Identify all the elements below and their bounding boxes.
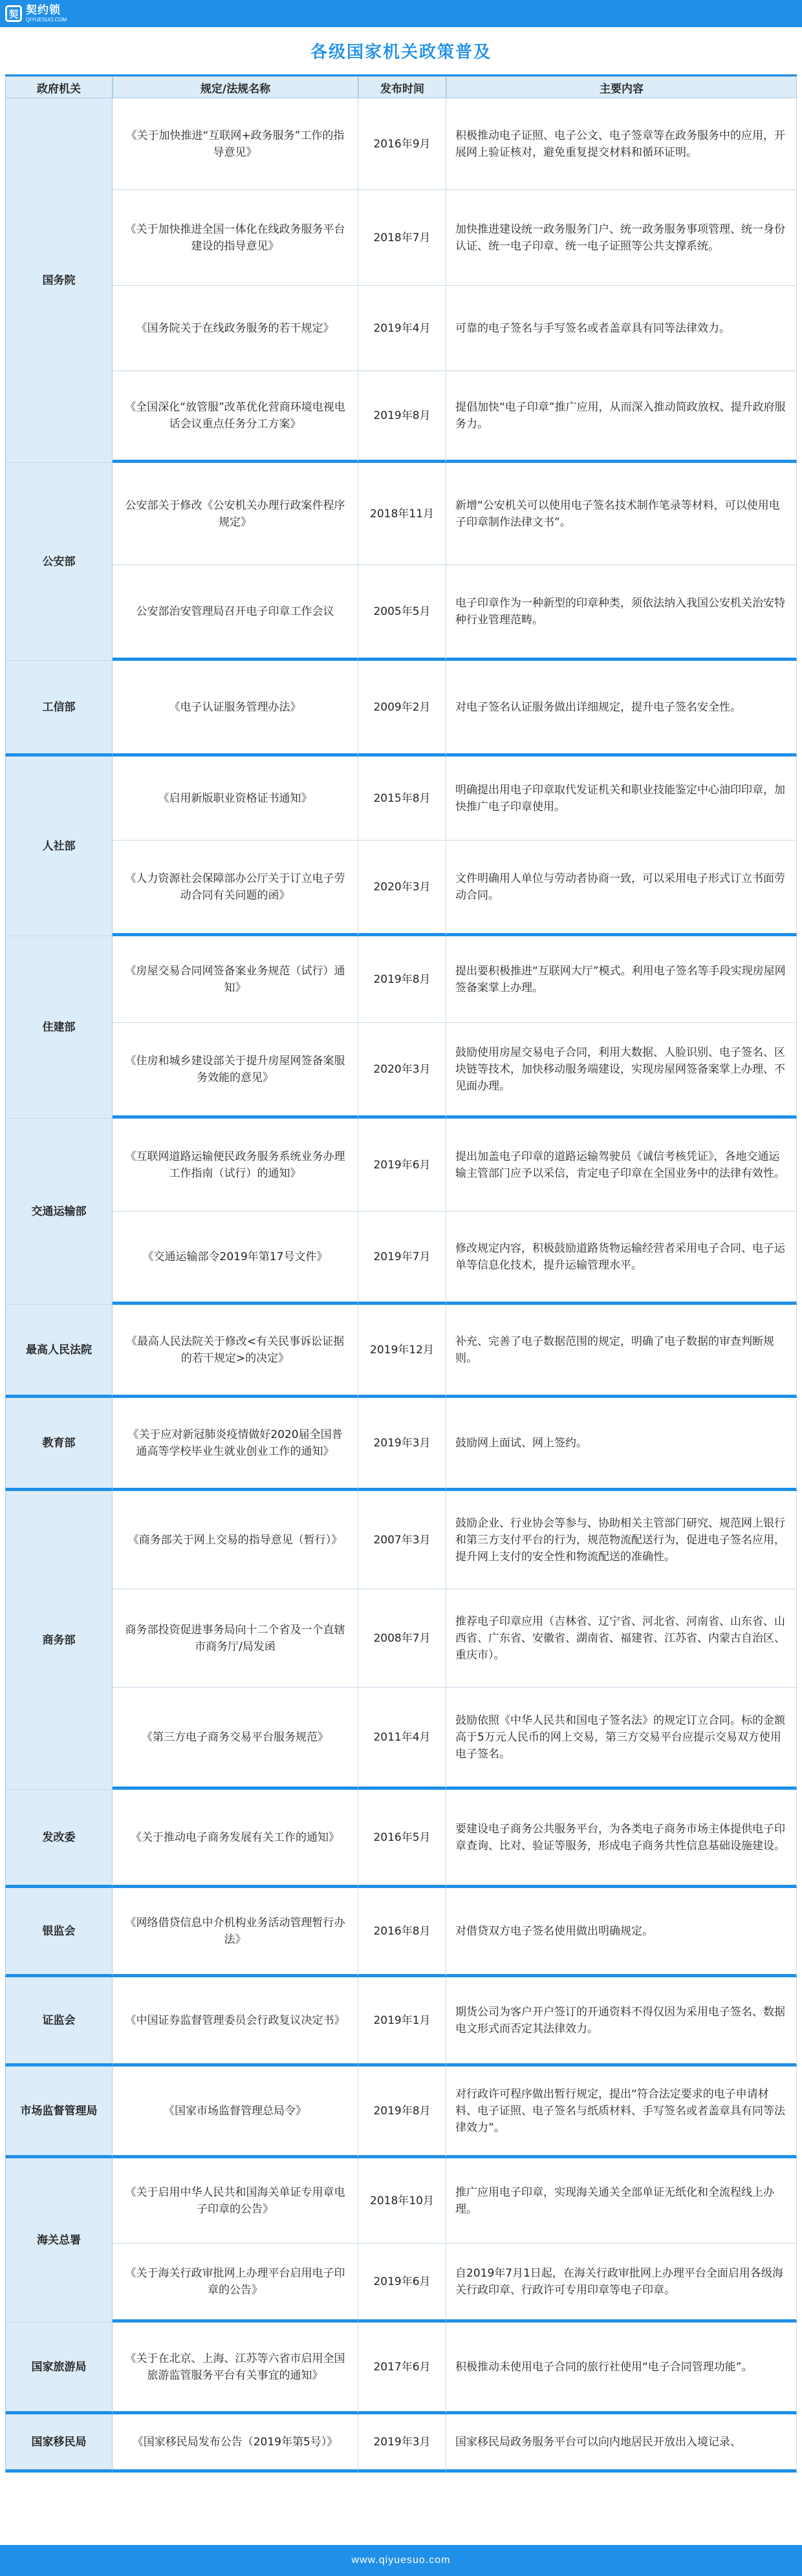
org-cell: 市场监督管理局 [5,2066,113,2158]
table-row [5,1212,797,1305]
regulation-cell: 《住房和城乡建设部关于提升房屋网签备案服务效能的意见》 [113,1023,358,1119]
header-content: 主要内容 [446,76,797,98]
date-cell: 2016年8月 [358,1888,446,1977]
org-cell: 银监会 [5,1888,113,1977]
table-body [5,98,797,2473]
logo-icon: 契 [5,5,22,22]
regulation-cell: 《关于应对新冠肺炎疫情做好2020届全国普通高等学校毕业生就业创业工作的通知》 [113,1398,358,1491]
table-row [5,1491,797,1589]
org-cell: 证监会 [5,1977,113,2066]
table-row [5,286,797,371]
content-cell: 积极推动未使用电子合同的旅行社使用“电子合同管理功能”。 [446,2323,797,2414]
content-cell: 新增“公安机关可以使用电子签名技术制作笔录等材料，可以使用电子印章制作法律文书”。 [446,463,797,565]
org-cell: 教育部 [5,1398,113,1491]
footer-bar [0,2545,802,2576]
table-row [5,2244,797,2323]
logo-text [26,5,67,23]
date-cell: 2007年3月 [358,1491,446,1589]
content-cell: 可靠的电子签名与手写签名或者盖章具有同等法律效力。 [446,286,797,371]
content-cell: 鼓励企业、行业协会等参与、协助相关主管部门研究、规范网上银行和第三方支付平台的行为，规范物流配送行为，促进电子签名应用，提升网上支付的安全性和物流配送的准确性。 [446,1491,797,1589]
date-cell: 2019年8月 [358,2066,446,2158]
org-cell: 交通运输部 [5,1119,113,1305]
table-row [5,661,797,757]
regulation-cell: 公安部关于修改《公安机关办理行政案件程序规定》 [113,463,358,565]
org-cell: 工信部 [5,661,113,757]
content-cell: 推荐电子印章应用（吉林省、辽宁省、河北省、河南省、山东省、山西省、广东省、安徽省、湖南省、福建省、江苏省、内蒙古自治区、重庆市）。 [446,1589,797,1688]
org-cell: 人社部 [5,757,113,936]
regulation-cell: 《中国证券监督管理委员会行政复议决定书》 [113,1977,358,2066]
date-cell: 2019年3月 [358,1398,446,1491]
table-row [5,1790,797,1888]
org-cell: 国家移民局 [5,2414,113,2473]
date-cell: 2015年8月 [358,757,446,841]
regulation-cell: 《网络借贷信息中介机构业务活动管理暂行办法》 [113,1888,358,1977]
content-cell: 期货公司为客户开户签订的开通资料不得仅因为采用电子签名、数据电文形式而否定其法律效力。 [446,1977,797,2066]
date-cell: 2011年4月 [358,1688,446,1790]
date-cell: 2018年10月 [358,2158,446,2244]
table-row [5,1023,797,1119]
content-cell: 加快推进建设统一政务服务门户、统一政务服务事项管理、统一身份认证、统一电子印章、统一电子证照等公共支撑系统。 [446,190,797,286]
date-cell: 2009年2月 [358,661,446,757]
date-cell: 2019年3月 [358,2414,446,2473]
org-cell: 住建部 [5,936,113,1119]
content-cell: 明确提出用电子印章取代发证机关和职业技能鉴定中心油印印章，加快推广电子印章使用。 [446,757,797,841]
content-cell: 对电子签名认证服务做出详细规定，提升电子签名安全性。 [446,661,797,757]
date-cell: 2019年8月 [358,936,446,1023]
regulation-cell: 《关于推动电子商务发展有关工作的通知》 [113,1790,358,1888]
table-row [5,565,797,661]
table-row [5,936,797,1023]
header-date: 发布时间 [358,76,446,98]
content-cell: 对借贷双方电子签名使用做出明确规定。 [446,1888,797,1977]
content-cell: 鼓励网上面试、网上签约。 [446,1398,797,1491]
content-cell: 提出要积极推进“互联网大厅”模式。利用电子签名等手段实现房屋网签备案掌上办理。 [446,936,797,1023]
table-row [5,98,797,190]
content-cell: 国家移民局政务服务平台可以向内地居民开放出入境记录、 [446,2414,797,2473]
content-area [0,27,802,2545]
date-cell: 2020年3月 [358,841,446,936]
content-cell: 要建设电子商务公共服务平台，为各类电子商务市场主体提供电子印章查询、比对、验证等服务，形成电子商务共性信息基础设施建设。 [446,1790,797,1888]
date-cell: 2016年9月 [358,98,446,190]
table-row [5,190,797,286]
brand-logo[interactable] [5,5,67,23]
regulation-cell: 《房屋交易合同网签备案业务规范（试行）通知》 [113,936,358,1023]
regulation-cell: 《最高人民法院关于修改<有关民事诉讼证据的若干规定>的决定》 [113,1305,358,1398]
org-cell: 最高人民法院 [5,1305,113,1398]
regulation-cell: 《关于加快推进全国一体化在线政务服务平台建设的指导意见》 [113,190,358,286]
footer-url[interactable]: www.qiyuesuo.com [351,2555,451,2566]
org-cell: 海关总署 [5,2158,113,2323]
table-header-row [5,76,797,98]
org-cell: 国家旅游局 [5,2323,113,2414]
brand-name: 契约锁 [26,3,61,17]
regulation-cell: 《电子认证服务管理办法》 [113,661,358,757]
regulation-cell: 《国务院关于在线政务服务的若干规定》 [113,286,358,371]
content-cell: 提倡加快“电子印章”推广应用，从而深入推动简政放权、提升政府服务力。 [446,371,797,463]
table-row [5,2158,797,2244]
table-row [5,1688,797,1790]
content-cell: 电子印章作为一种新型的印章种类，须依法纳入我国公安机关治安特种行业管理范畴。 [446,565,797,661]
regulation-cell: 《关于加快推进“互联网+政务服务”工作的指导意见》 [113,98,358,190]
org-cell: 国务院 [5,98,113,463]
content-cell: 对行政许可程序做出暂行规定，提出“符合法定要求的电子申请材料、电子证照、电子签名与纸质材料、手写签名或者盖章具有同等法律效力”。 [446,2066,797,2158]
regulation-cell: 《商务部关于网上交易的指导意见（暂行）》 [113,1491,358,1589]
title-row [5,27,797,76]
table-row [5,1589,797,1688]
regulation-cell: 《国家移民局发布公告（2019年第5号）》 [113,2414,358,2473]
org-cell: 发改委 [5,1790,113,1888]
content-cell: 文件明确用人单位与劳动者协商一致，可以采用电子形式订立书面劳动合同。 [446,841,797,936]
regulation-cell: 《关于海关行政审批网上办理平台启用电子印章的公告》 [113,2244,358,2323]
header-org: 政府机关 [5,76,113,98]
table-row [5,463,797,565]
date-cell: 2016年5月 [358,1790,446,1888]
regulation-cell: 《国家市场监督管理总局令》 [113,2066,358,2158]
date-cell: 2019年6月 [358,1119,446,1212]
regulation-cell: 《关于启用中华人民共和国海关单证专用章电子印章的公告》 [113,2158,358,2244]
top-banner [0,0,802,27]
org-cell: 商务部 [5,1491,113,1790]
content-cell: 鼓励依照《中华人民共和国电子签名法》的规定订立合同。标的金额高于5万元人民币的网上交易，第三方交易平台应提示交易双方使用电子签名。 [446,1688,797,1790]
table-row [5,371,797,463]
table-row [5,1119,797,1212]
date-cell: 2020年3月 [358,1023,446,1119]
date-cell: 2019年12月 [358,1305,446,1398]
regulation-cell: 《交通运输部令2019年第17号文件》 [113,1212,358,1305]
content-cell: 推广应用电子印章，实现海关通关全部单证无纸化和全流程线上办理。 [446,2158,797,2244]
date-cell: 2019年8月 [358,371,446,463]
regulation-cell: 商务部投资促进事务局向十二个省及一个直辖市商务厅/局发函 [113,1589,358,1688]
date-cell: 2008年7月 [358,1589,446,1688]
content-cell: 提出加盖电子印章的道路运输驾驶员《诚信考核凭证》，各地交通运输主管部门应予以采信，肯定电子印章在全国业务中的法律有效性。 [446,1119,797,1212]
date-cell: 2005年5月 [358,565,446,661]
content-cell: 自2019年7月1日起，在海关行政审批网上办理平台全面启用各级海关行政印章、行政许可专用印章等电子印章。 [446,2244,797,2323]
date-cell: 2019年4月 [358,286,446,371]
date-cell: 2018年7月 [358,190,446,286]
table-row [5,841,797,936]
regulation-cell: 《人力资源社会保障部办公厅关于订立电子劳动合同有关问题的函》 [113,841,358,936]
page-title: 各级国家机关政策普及 [310,43,492,62]
header-regulation: 规定/法规名称 [113,76,358,98]
date-cell: 2019年7月 [358,1212,446,1305]
content-cell: 积极推动电子证照、电子公文、电子签章等在政务服务中的应用，开展网上验证核对，避免重复提交材料和循环证明。 [446,98,797,190]
content-cell: 修改规定内容，积极鼓励道路货物运输经营者采用电子合同、电子运单等信息化技术，提升运输管理水平。 [446,1212,797,1305]
table-row [5,1888,797,1977]
table-row [5,2414,797,2473]
regulation-cell: 《第三方电子商务交易平台服务规范》 [113,1688,358,1790]
table-row [5,2323,797,2414]
regulation-cell: 《互联网道路运输便民政务服务系统业务办理工作指南（试行）的通知》 [113,1119,358,1212]
content-cell: 鼓励使用房屋交易电子合同，利用大数据、人脸识别、电子签名、区块链等技术，加快移动服务端建设，实现房屋网签备案掌上办理、不见面办理。 [446,1023,797,1119]
policy-table [5,76,797,2473]
regulation-cell: 《启用新版职业资格证书通知》 [113,757,358,841]
regulation-cell: 《全国深化“放管服”改革优化营商环境电视电话会议重点任务分工方案》 [113,371,358,463]
date-cell: 2017年6月 [358,2323,446,2414]
regulation-cell: 《关于在北京、上海、江苏等六省市启用全国旅游监管服务平台有关事宜的通知》 [113,2323,358,2414]
regulation-cell: 公安部治安管理局召开电子印章工作会议 [113,565,358,661]
date-cell: 2019年1月 [358,1977,446,2066]
table-row [5,757,797,841]
date-cell: 2018年11月 [358,463,446,565]
table-row [5,2066,797,2158]
brand-url: QIYUESUO.COM [26,16,67,23]
table-row [5,1977,797,2066]
org-cell: 公安部 [5,463,113,661]
table-row [5,1305,797,1398]
table-row [5,1398,797,1491]
content-cell: 补充、完善了电子数据范围的规定，明确了电子数据的审查判断规则。 [446,1305,797,1398]
date-cell: 2019年6月 [358,2244,446,2323]
